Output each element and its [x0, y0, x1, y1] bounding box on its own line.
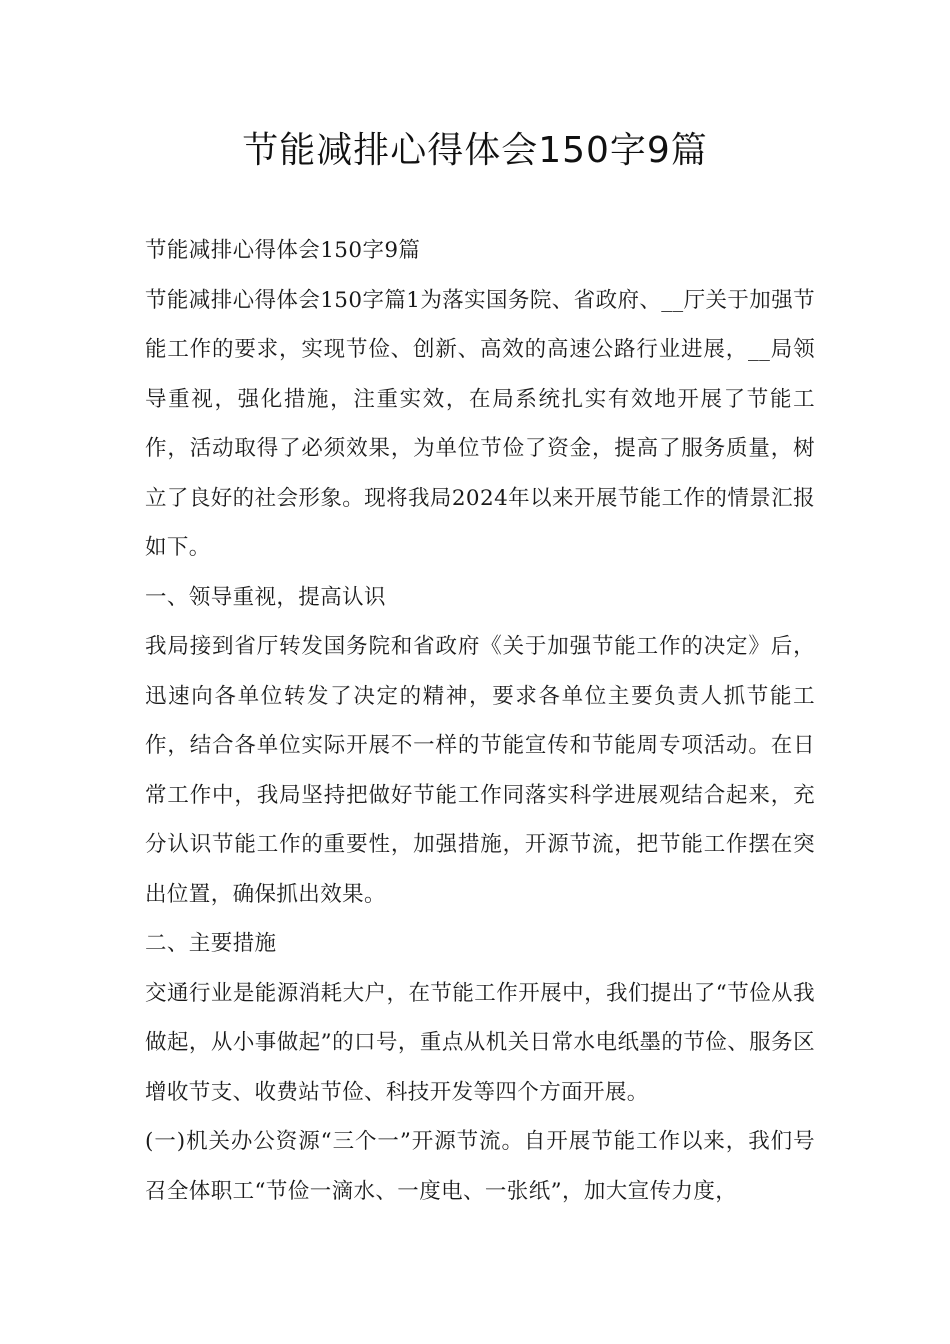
paragraph-section-2: 交通行业是能源消耗大户，在节能工作开展中，我们提出了“节俭从我做起，从小事做起”的口号，重点从机关日常水电纸墨的节俭、服务区增收节支、收费站节俭、科技开发等四个方面开展。 [145, 980, 815, 1105]
section-heading-1: 一、领导重视，提高认识 [145, 584, 386, 610]
paragraph-section-1: 我局接到省厅转发国务院和省政府《关于加强节能工作的决定》后，迅速向各单位转发了决定的精神，要求各单位主要负责人抓节能工作，结合各单位实际开展不一样的节能宣传和节能周专项活动。在日常工作中，我局坚持把做好节能工作同落实科学进展观结合起来，充分认识节能工作的重要性，加强措施，开源节流，把节能工作摆在突出位置，确保抓出效果。 [145, 634, 815, 907]
paragraph-subtitle: 节能减排心得体会150字9篇 [145, 238, 421, 263]
document-body [145, 226, 815, 1216]
paragraph-intro: 节能减排心得体会150字篇1为落实国务院、省政府、__厅关于加强节能工作的要求，实现节俭、创新、高效的高速公路行业进展，__局领导重视，强化措施，注重实效，在局系统扎实有效地开展了节能工作，活动取得了必须效果，为单位节俭了资金，提高了服务质量，树立了良好的社会形象。现将我局2024年以来开展节能工作的情景汇报如下。 [145, 287, 815, 560]
section-heading-2: 二、主要措施 [145, 931, 277, 956]
document-title: 节能减排心得体会150字9篇 [242, 130, 708, 171]
paragraph-subsection-1: (一)机关办公资源“三个一”开源节流。自开展节能工作以来，我们号召全体职工“节俭一滴水、一度电、一张纸”，加大宣传力度， [145, 1129, 815, 1204]
